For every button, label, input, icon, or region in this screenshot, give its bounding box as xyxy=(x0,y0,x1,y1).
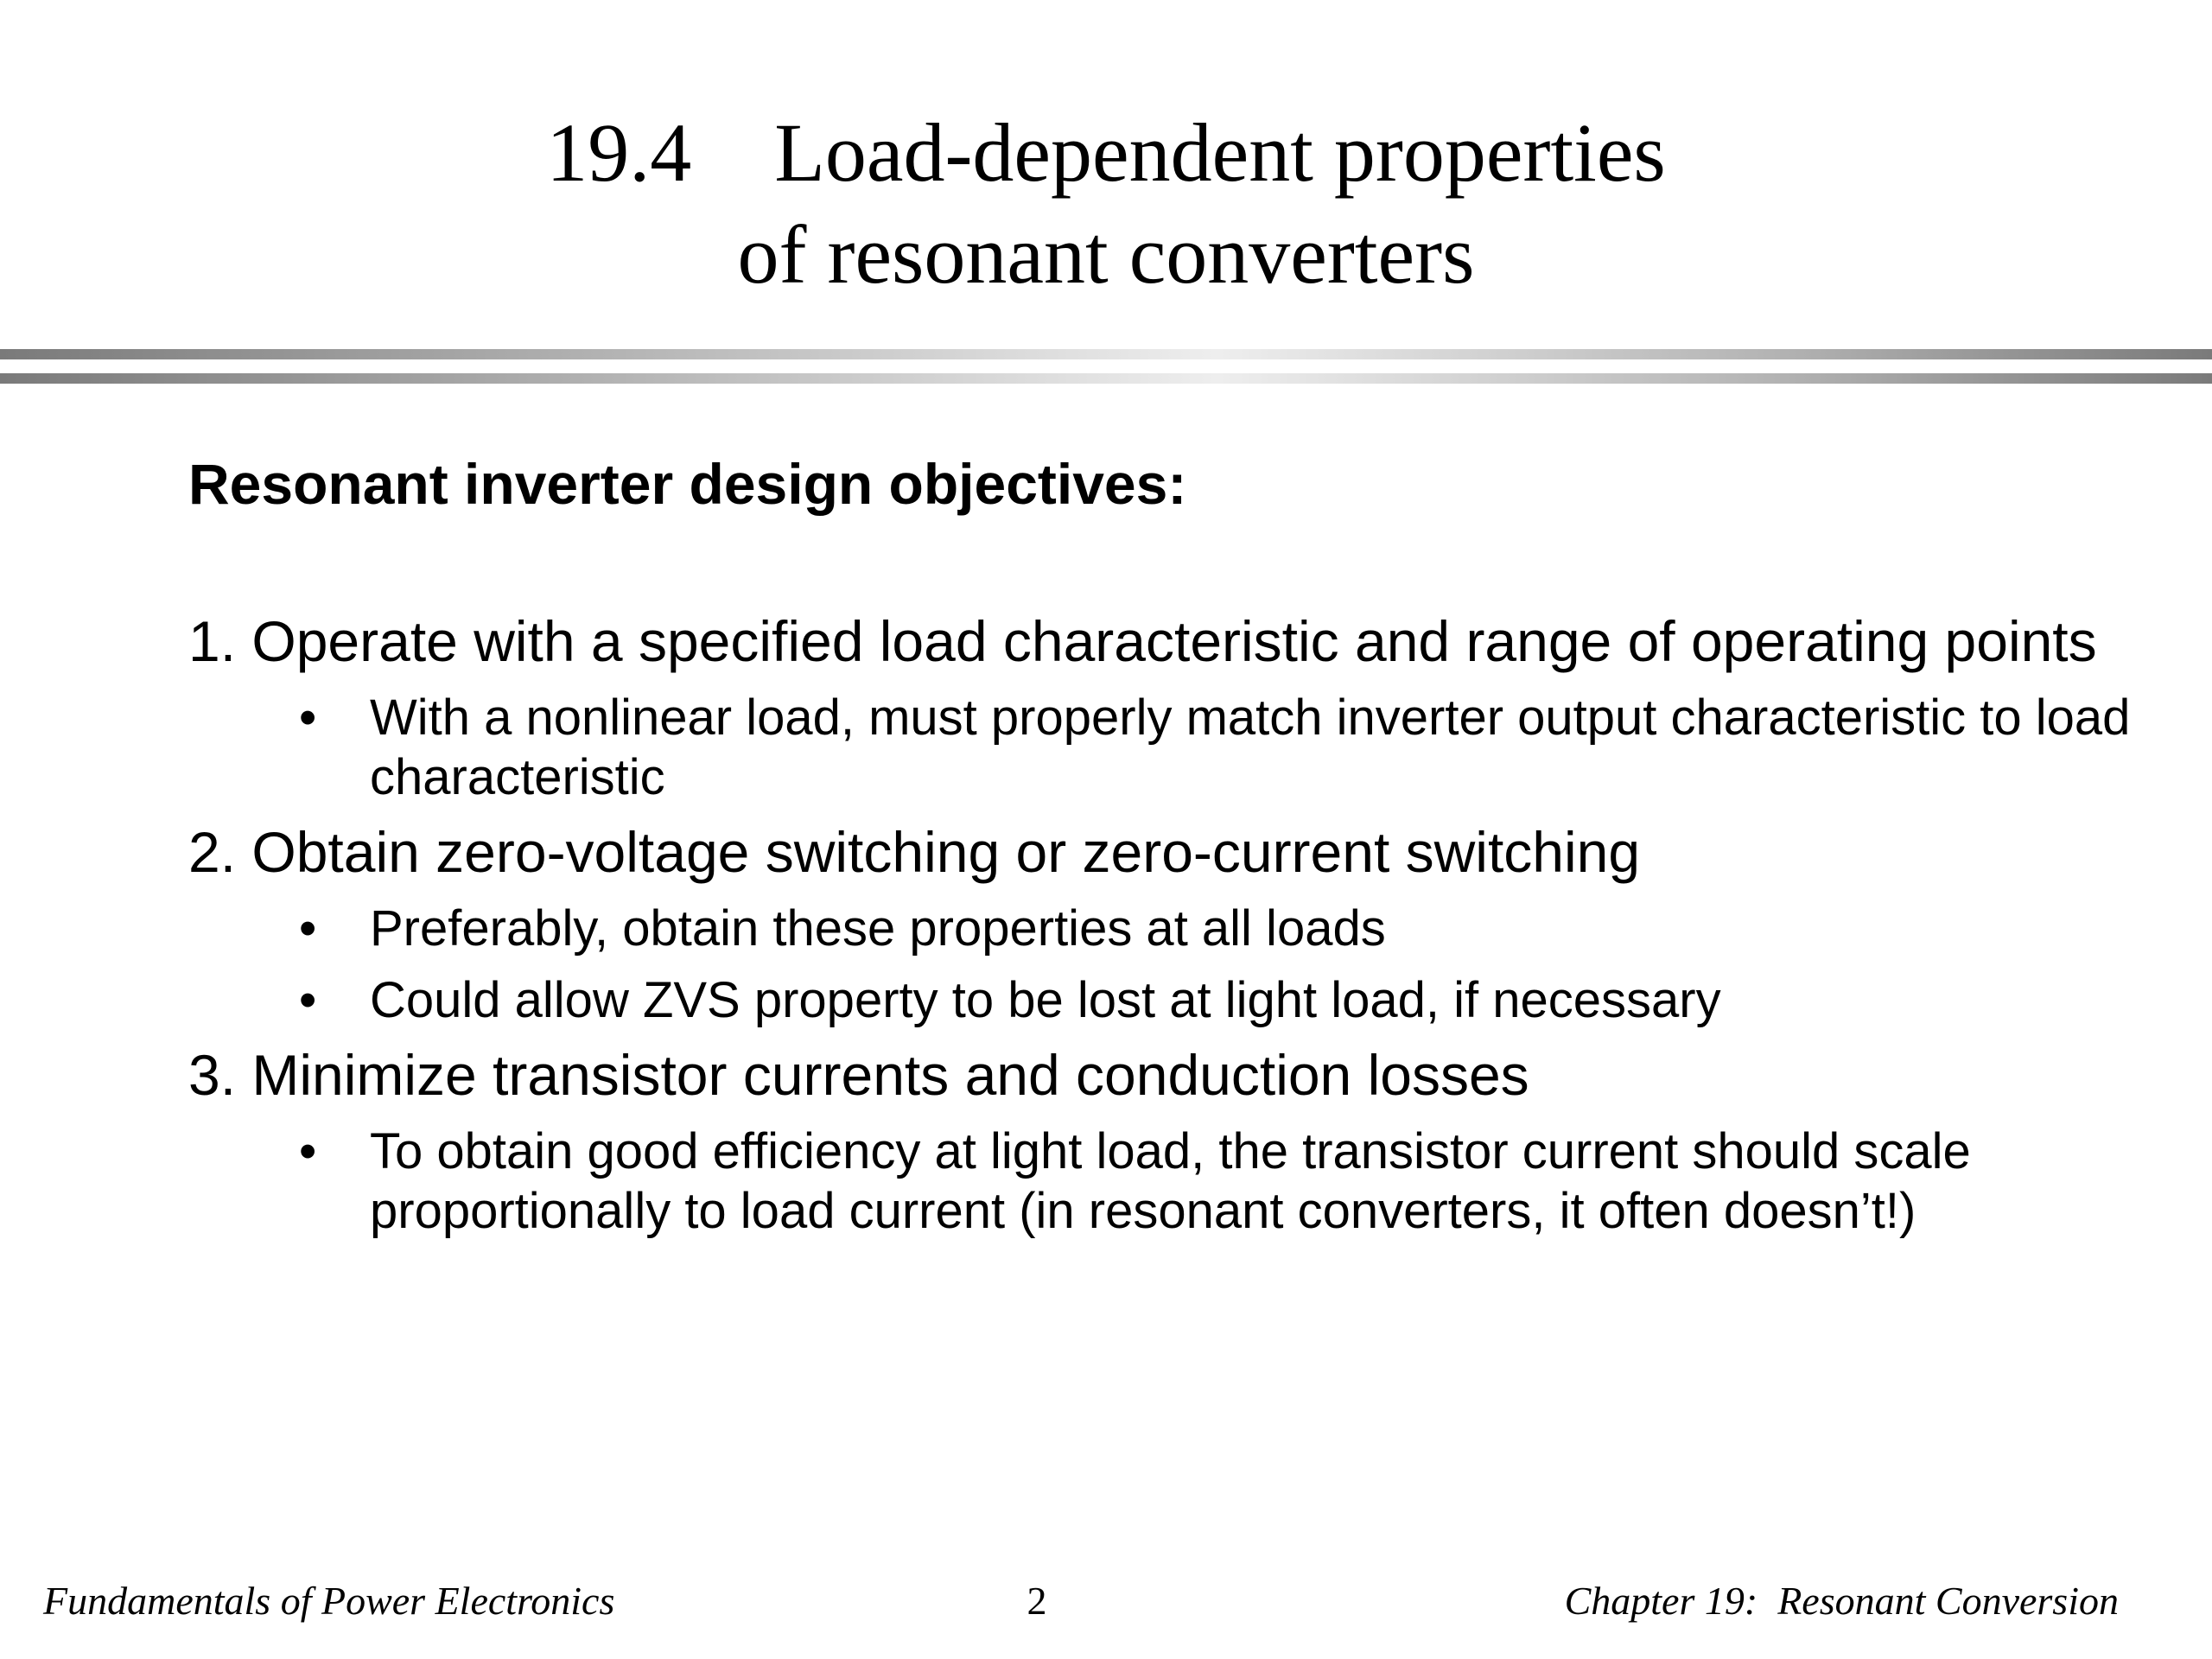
point-text: With a nonlinear load, must properly match inverter output characteristic to load characteristic xyxy=(370,690,2131,805)
bullet-marker: • xyxy=(299,972,317,1028)
objective-2-point-1 xyxy=(188,899,2141,958)
bullet-marker: • xyxy=(299,900,317,957)
footer-book-title: Fundamentals of Power Electronics xyxy=(43,1579,615,1623)
objective-1: 1. Operate with a specified load characteristic and range of operating points xyxy=(188,609,2097,673)
objective-3-point-1 xyxy=(188,1122,2141,1241)
objective-1-point-1 xyxy=(188,688,2141,807)
title-rule-bottom xyxy=(0,373,2212,384)
bullet-marker: • xyxy=(299,690,317,746)
objective-3: 3. Minimize transistor currents and conduction losses xyxy=(188,1043,1529,1107)
slide-title xyxy=(0,102,2212,306)
section-heading: Resonant inverter design objectives: xyxy=(188,452,1187,516)
title-number: 19.4 xyxy=(546,106,692,199)
point-text: To obtain good efficiency at light load, the transistor current should scale proportionally to load current (in resonant converters, it often doesn’t!) xyxy=(370,1123,1971,1239)
bullet-marker: • xyxy=(299,1123,317,1179)
title-text-1: Load-dependent properties xyxy=(774,106,1666,199)
title-line-2: of resonant converters xyxy=(737,208,1475,301)
objective-2-point-2 xyxy=(188,970,2141,1030)
point-text: Could allow ZVS property to be lost at light load, if necessary xyxy=(370,972,1721,1028)
footer-page-number: 2 xyxy=(1027,1579,1047,1623)
objective-2: 2. Obtain zero-voltage switching or zero-current switching xyxy=(188,820,1641,884)
footer-chapter: Chapter 19: Resonant Conversion xyxy=(1564,1579,2119,1623)
point-text: Preferably, obtain these properties at all loads xyxy=(370,900,1386,957)
title-rule-top xyxy=(0,349,2212,359)
slide-content xyxy=(188,449,2141,1253)
title-line-1 xyxy=(0,102,2212,204)
